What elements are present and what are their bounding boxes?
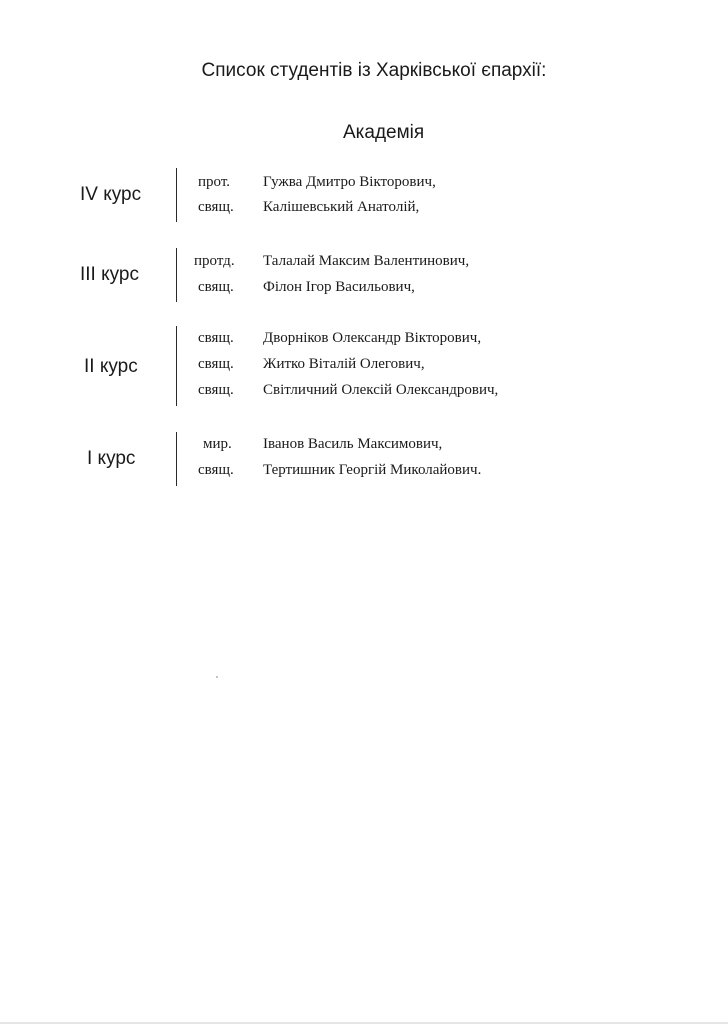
student-rank: свящ. <box>198 356 234 372</box>
course-label: II курс <box>84 356 138 377</box>
course-label: IV курс <box>80 184 142 205</box>
student-row <box>0 436 728 462</box>
student-name: Іванов Василь Максимович, <box>263 436 443 452</box>
document-title: Список студентів із Харківської єпархії: <box>201 60 547 81</box>
student-rank: свящ. <box>198 462 234 478</box>
student-rank: свящ. <box>198 382 234 398</box>
student-rank: свящ. <box>198 330 234 346</box>
course-label: I курс <box>87 448 136 469</box>
student-name: Калішевський Анатолій, <box>263 199 420 215</box>
student-name: Житко Віталій Олегович, <box>263 356 425 372</box>
student-name: Філон Ігор Васильович, <box>263 279 415 295</box>
student-row <box>0 330 728 356</box>
student-row <box>0 279 728 305</box>
student-name: Світличний Олексій Олександрович, <box>263 382 499 398</box>
student-rank: мир. <box>203 436 232 452</box>
student-rank: свящ. <box>198 279 234 295</box>
section-heading: Академія <box>343 122 425 143</box>
student-row <box>0 356 728 382</box>
student-row <box>0 199 728 225</box>
student-rank: свящ. <box>198 199 234 215</box>
student-name: Дворніков Олександр Вікторович, <box>263 330 482 346</box>
student-name: Гужва Дмитро Вікторович, <box>263 174 436 190</box>
student-name: Тертишник Георгій Миколайович. <box>263 462 482 478</box>
student-row <box>0 174 728 200</box>
student-row <box>0 253 728 279</box>
student-rank: прот. <box>198 174 231 190</box>
student-rank: протд. <box>194 253 235 269</box>
course-label: III курс <box>80 264 139 285</box>
student-name: Талалай Максим Валентинович, <box>263 253 470 269</box>
student-row <box>0 382 728 408</box>
scan-speck <box>216 676 218 678</box>
student-row <box>0 462 728 488</box>
